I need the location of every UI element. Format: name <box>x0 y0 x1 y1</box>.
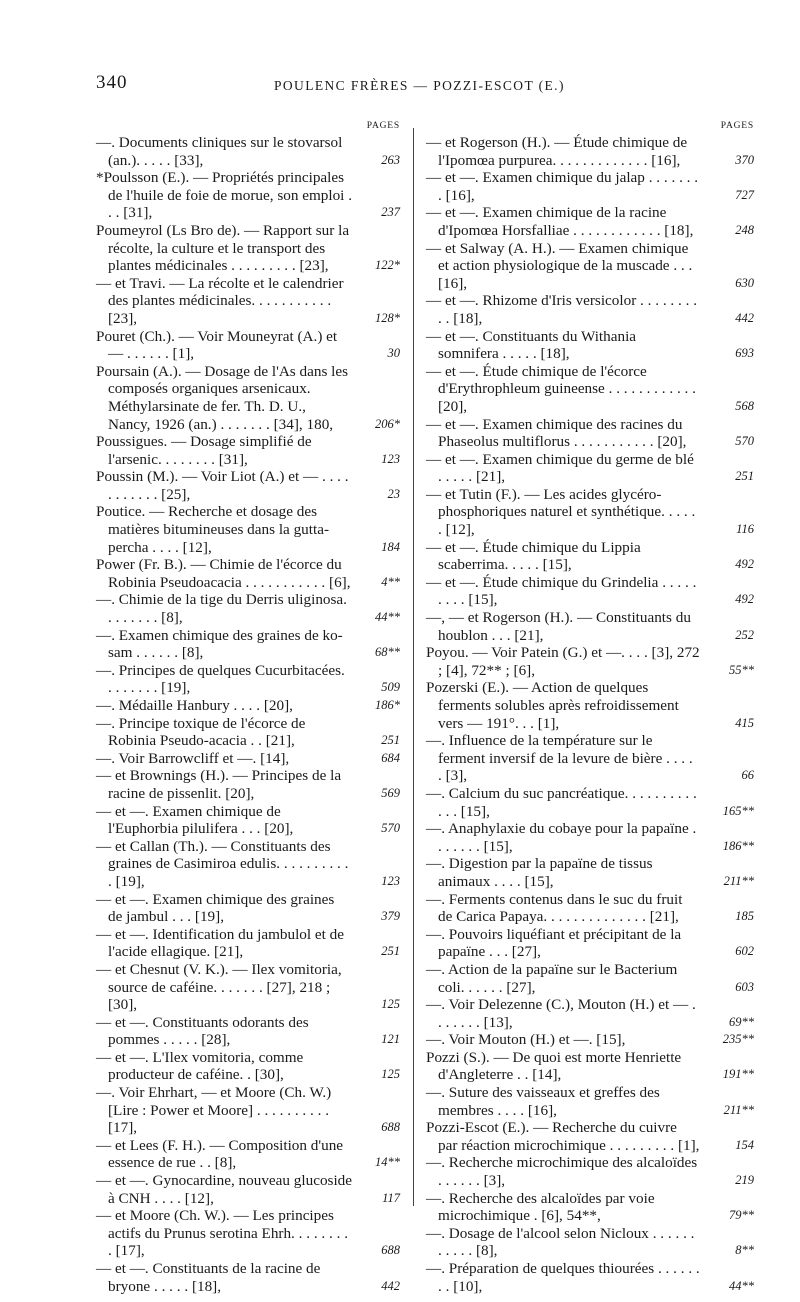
entry-text: Pozzi (S.). — De quoi est morte Henriette d'Angleterre . . [14], <box>426 1048 682 1084</box>
index-entry <box>96 961 400 1014</box>
entry-page-number: 492 <box>735 592 754 607</box>
entry-page-number: 693 <box>735 346 754 361</box>
index-entry <box>96 433 400 468</box>
index-entry <box>426 292 754 327</box>
entry-text: *Poulsson (E.). — Propriétés principales de l'huile de foie de morue, son emploi . . . [31], <box>96 169 352 222</box>
entry-page-number: 55** <box>729 662 754 677</box>
entry-page-number: 415 <box>735 715 754 730</box>
entry-page-number: 128* <box>375 310 400 325</box>
index-entry <box>426 996 754 1031</box>
entry-page-number: 251 <box>381 944 400 959</box>
running-head: POULENC FRÈRES — POZZI-ESCOT (E.) <box>274 78 565 93</box>
entry-text: — et Lees (F. H.). — Composition d'une essence de rue . . [8], <box>96 1136 344 1172</box>
entry-page-number: 235** <box>722 1032 754 1047</box>
entry-page-number: 248 <box>735 222 754 237</box>
index-entry <box>96 715 400 750</box>
entry-text: — et Brownings (H.). — Principes de la racine de pissenlit. [20], <box>96 767 342 802</box>
entry-text: — et —. Étude chimique du Grindelia . . . . . . . . . [15], <box>426 573 697 609</box>
entry-text: —. Dosage de l'alcool selon Nicloux . . . . . . . . . . . [8], <box>426 1224 695 1260</box>
entry-page-number: 122* <box>375 258 400 273</box>
index-entry <box>96 1207 400 1260</box>
entry-text: Pozerski (E.). — Action de quelques ferments solubles après refroidissement vers — 191°. . . [1], <box>426 679 679 732</box>
entry-text: — et —. L'Ilex vomitoria, comme producteur de caféine. . [30], <box>96 1048 304 1084</box>
index-entry <box>426 1049 754 1084</box>
entry-page-number: 154 <box>735 1137 754 1152</box>
index-entry <box>96 556 400 591</box>
entry-text: —. Pouvoirs liquéfiant et précipitant de la papaïne . . . [27], <box>426 925 682 961</box>
entry-page-number: 8** <box>735 1243 754 1258</box>
entry-page-number: 442 <box>735 310 754 325</box>
entry-text: —, — et Rogerson (H.). — Constituants du houblon . . . [21], <box>426 609 691 644</box>
entry-page-number: 191** <box>722 1067 754 1082</box>
entry-page-number: 684 <box>381 750 400 765</box>
entry-page-number: 688 <box>381 1243 400 1258</box>
index-entry <box>96 1260 400 1295</box>
entry-page-number: 370 <box>735 152 754 167</box>
entry-page-number: 117 <box>382 1190 400 1205</box>
entry-page-number: 116 <box>736 522 754 537</box>
index-entry <box>96 468 400 503</box>
entry-text: — et —. Examen chimique de l'Euphorbia pilulifera . . . [20], <box>96 802 294 838</box>
entry-page-number: 211** <box>723 873 754 888</box>
entry-text: — et —. Rhizome d'Iris versicolor . . . . . . . . . . [18], <box>426 292 698 327</box>
entry-text: Poussin (M.). — Voir Liot (A.) et — . . . . . . . . . . . [25], <box>96 468 349 503</box>
index-entry <box>96 169 400 222</box>
entry-list <box>96 134 400 1295</box>
index-entry <box>426 416 754 451</box>
entry-page-number: 602 <box>735 944 754 959</box>
entry-page-number: 570 <box>735 434 754 449</box>
entry-text: — et —. Constituants du Withania somnifera . . . . . [18], <box>426 327 637 363</box>
entry-text: Poussigues. — Dosage simplifié de l'arsenic. . . . . . . . [31], <box>96 433 312 468</box>
entry-text: — et Callan (Th.). — Constituants des graines de Casimiroa edulis. . . . . . . . . . . [19], <box>96 837 349 890</box>
entry-text: —. Influence de la température sur le ferment inversif de la levure de bière . . . . . [3], <box>426 732 693 785</box>
index-entry <box>96 134 400 169</box>
index-entry <box>426 855 754 890</box>
entry-text: —. Préparation de quelques thiourées . . . . . . . . [10], <box>426 1260 700 1295</box>
entry-page-number: 123 <box>381 873 400 888</box>
page-number: 340 <box>96 72 128 93</box>
entry-page-number: 630 <box>735 275 754 290</box>
index-entry <box>96 1137 400 1172</box>
entry-text: —. Documents cliniques sur le stovarsol (an.). . . . . [33], <box>96 134 343 169</box>
entry-page-number: 379 <box>381 909 400 924</box>
entry-page-number: 570 <box>381 821 400 836</box>
index-entry <box>426 820 754 855</box>
entry-text: —. Principes de quelques Cucurbitacées. . . . . . . . [19], <box>96 661 345 697</box>
entry-text: —. Action de la papaïne sur le Bacterium coli. . . . . . [27], <box>426 960 678 996</box>
entry-page-number: 68** <box>375 645 400 660</box>
index-entry <box>426 644 754 679</box>
entry-page-number: 44** <box>729 1278 754 1293</box>
index-entry <box>426 1031 754 1049</box>
entry-page-number: 186* <box>375 698 400 712</box>
entry-text: — et Chesnut (V. K.). — Ilex vomitoria, source de caféine. . . . . . . [27], 218 ; [30], <box>96 960 342 1014</box>
index-entry <box>426 204 754 239</box>
entry-text: — et —. Constituants de la racine de bryone . . . . . [18], <box>96 1260 321 1295</box>
index-entry <box>96 1084 400 1137</box>
entry-text: —. Principe toxique de l'écorce de Robinia Pseudo-acacia . . [21], <box>96 714 306 750</box>
entry-text: — et Travi. — La récolte et le calendrier des plantes médicinales. . . . . . . . . . . [23], <box>96 274 344 327</box>
index-entry <box>426 240 754 293</box>
index-entry <box>96 1049 400 1084</box>
index-entry <box>96 363 400 433</box>
index-entry <box>96 838 400 891</box>
entry-page-number: 165** <box>722 803 754 818</box>
index-entry <box>426 1190 754 1225</box>
index-entry <box>96 503 400 556</box>
entry-text: —. Digestion par la papaïne de tissus animaux . . . . [15], <box>426 855 653 890</box>
index-entry <box>426 451 754 486</box>
entry-page-number: 23 <box>387 486 400 501</box>
entry-text: — et Moore (Ch. W.). — Les principes actifs du Prunus serotina Ehrh. . . . . . . . . [17], <box>96 1207 349 1260</box>
index-entry <box>426 486 754 539</box>
index-entry <box>96 697 400 715</box>
entry-text: — et —. Identification du jambulol et de l'acide ellagique. [21], <box>96 925 344 961</box>
entry-text: — et —. Gynocardine, nouveau glucoside à CNH . . . . [12], <box>96 1172 353 1207</box>
index-entry <box>426 539 754 574</box>
index-entry <box>96 750 400 768</box>
entry-page-number: 251 <box>381 733 400 748</box>
index-entry <box>426 169 754 204</box>
index-entry <box>96 627 400 662</box>
index-entry <box>426 961 754 996</box>
entry-text: —. Ferments contenus dans le suc du fruit de Carica Papaya. . . . . . . . . . . . . . [21], <box>426 890 683 926</box>
entry-text: —. Voir Mouton (H.) et —. [15], <box>426 1031 626 1049</box>
index-entry <box>426 891 754 926</box>
entry-text: Pozzi-Escot (E.). — Recherche du cuivre par réaction microchimique . . . . . . . . . [1], <box>426 1119 700 1154</box>
index-entry <box>426 609 754 644</box>
entry-text: —. Médaille Hanbury . . . . [20], <box>96 697 293 714</box>
index-entry <box>96 591 400 626</box>
entry-page-number: 727 <box>735 187 754 202</box>
entry-text: — et Tutin (F.). — Les acides glycéro-phosphoriques naturel et synthétique. . . . . . [12], <box>426 485 696 539</box>
entry-text: — et —. Examen chimique du jalap . . . . . . . . [16], <box>426 169 699 204</box>
entry-text: — et —. Examen chimique du germe de blé . . . . . [21], <box>426 450 694 486</box>
index-entry <box>96 1014 400 1049</box>
entry-page-number: 492 <box>735 557 754 572</box>
right-column <box>426 118 754 1295</box>
index-entry <box>426 1260 754 1295</box>
index-entry <box>96 275 400 328</box>
entry-page-number: 206* <box>375 416 400 431</box>
pages-heading: PAGES <box>720 121 754 131</box>
index-entry <box>96 767 400 802</box>
index-entry <box>426 1119 754 1154</box>
index-entry <box>96 926 400 961</box>
entry-text: Power (Fr. B.). — Chimie de l'écorce du Robinia Pseudoacacia . . . . . . . . . . . [6], <box>96 556 351 591</box>
entry-text: Pouret (Ch.). — Voir Mouneyrat (A.) et — . . . . . . [1], <box>96 327 338 363</box>
entry-text: — et —. Examen chimique de la racine d'Ipomœa Horsfalliae . . . . . . . . . . . . [18], <box>426 204 694 239</box>
index-entry <box>426 926 754 961</box>
entry-page-number: 263 <box>381 152 400 167</box>
entry-page-number: 125 <box>381 997 400 1012</box>
entry-text: —. Voir Barrowcliff et —. [14], <box>96 749 290 767</box>
entry-text: — et —. Examen chimique des racines du Phaseolus multiflorus . . . . . . . . . . . [20], <box>426 415 687 451</box>
entry-text: —. Examen chimique des graines de ko-sam . . . . . . [8], <box>96 626 343 662</box>
entry-text: — et —. Examen chimique des graines de jambul . . . [19], <box>96 890 335 926</box>
index-entry <box>426 732 754 785</box>
index-entry <box>96 803 400 838</box>
entry-page-number: 66 <box>741 768 754 783</box>
left-column <box>96 118 400 1295</box>
index-entry <box>426 1154 754 1189</box>
index-entry <box>426 363 754 416</box>
index-entry <box>426 1225 754 1260</box>
entry-page-number: 509 <box>381 680 400 695</box>
entry-text: — et Rogerson (H.). — Étude chimique de l'Ipomœa purpurea. . . . . . . . . . . . . [16], <box>426 134 688 169</box>
entry-page-number: 69** <box>729 1014 754 1029</box>
entry-text: —. Voir Ehrhart, — et Moore (Ch. W.) [Lire : Power et Moore] . . . . . . . . . . [17], <box>96 1084 332 1137</box>
index-entry <box>426 574 754 609</box>
index-entry <box>96 1172 400 1207</box>
entry-page-number: 568 <box>735 398 754 413</box>
entry-page-number: 44** <box>375 610 400 625</box>
entry-page-number: 251 <box>735 469 754 484</box>
entry-page-number: 688 <box>381 1120 400 1135</box>
entry-text: —. Voir Delezenne (C.), Mouton (H.) et — . . . . . . . [13], <box>426 996 696 1031</box>
index-entry <box>426 328 754 363</box>
index-entry <box>96 662 400 697</box>
entry-text: —. Anaphylaxie du cobaye pour la papaïne . . . . . . . [15], <box>426 820 697 855</box>
entry-text: — et Salway (A. H.). — Examen chimique et action physiologique de la muscade . . . [16], <box>426 239 693 292</box>
entry-page-number: 442 <box>381 1278 400 1293</box>
entry-page-number: 30 <box>387 346 400 361</box>
entry-page-number: 211** <box>723 1102 754 1117</box>
entry-page-number: 237 <box>381 205 400 220</box>
entry-page-number: 79** <box>729 1208 754 1223</box>
entry-text: Poyou. — Voir Patein (G.) et —. . . . [3], 272 ; [4], 72** ; [6], <box>426 644 700 679</box>
entry-page-number: 603 <box>735 979 754 994</box>
index-entry <box>426 1084 754 1119</box>
entry-page-number: 569 <box>381 785 400 800</box>
entry-page-number: 121 <box>381 1032 400 1047</box>
entry-page-number: 185 <box>735 909 754 924</box>
pages-heading: PAGES <box>366 121 400 131</box>
entry-text: — et —. Constituants odorants des pommes . . . . . [28], <box>96 1013 309 1049</box>
entry-page-number: 186** <box>722 838 754 853</box>
index-entry <box>426 785 754 820</box>
entry-text: —. Recherche microchimique des alcaloïdes . . . . . . [3], <box>426 1154 698 1190</box>
entry-page-number: 14** <box>375 1155 400 1170</box>
entry-page-number: 125 <box>381 1067 400 1082</box>
entry-text: — et —. Étude chimique de l'écorce d'Erythrophleum guineense . . . . . . . . . . . . [20], <box>426 362 696 415</box>
entry-text: —. Recherche des alcaloïdes par voie microchimique . [6], 54**, <box>426 1189 655 1225</box>
entry-page-number: 4** <box>381 574 400 589</box>
entry-page-number: 252 <box>735 627 754 642</box>
entry-text: Poursain (A.). — Dosage de l'As dans les composés organiques arsenicaux. Méthylarsinate de fer. Th. D. U., Nancy, 1926 (an.) . . . . . . . [34], 180, <box>96 362 349 433</box>
index-entry <box>96 891 400 926</box>
entry-page-number: 219 <box>735 1173 754 1188</box>
entry-text: —. Chimie de la tige du Derris uliginosa. . . . . . . . [8], <box>96 591 347 627</box>
index-entry <box>426 134 754 169</box>
entry-text: Poumeyrol (Ls Bro de). — Rapport sur la récolte, la culture et le transport des plantes médicinales . . . . . . . . . [23], <box>96 221 350 275</box>
entry-text: —. Suture des vaisseaux et greffes des membres . . . . [16], <box>426 1084 660 1119</box>
entry-page-number: 123 <box>381 451 400 466</box>
index-entry <box>96 222 400 275</box>
entry-list <box>426 134 754 1295</box>
index-entry <box>96 328 400 363</box>
entry-text: —. Calcium du suc pancréatique. . . . . . . . . . . . . [15], <box>426 784 697 820</box>
entry-text: Poutice. — Recherche et dosage des matières bitumineuses dans la gutta-percha . . . . [12], <box>96 503 330 556</box>
entry-text: — et —. Étude chimique du Lippia scaberrima. . . . . [15], <box>426 538 641 574</box>
index-entry <box>426 679 754 732</box>
entry-page-number: 184 <box>381 539 400 554</box>
column-divider <box>413 128 414 1206</box>
